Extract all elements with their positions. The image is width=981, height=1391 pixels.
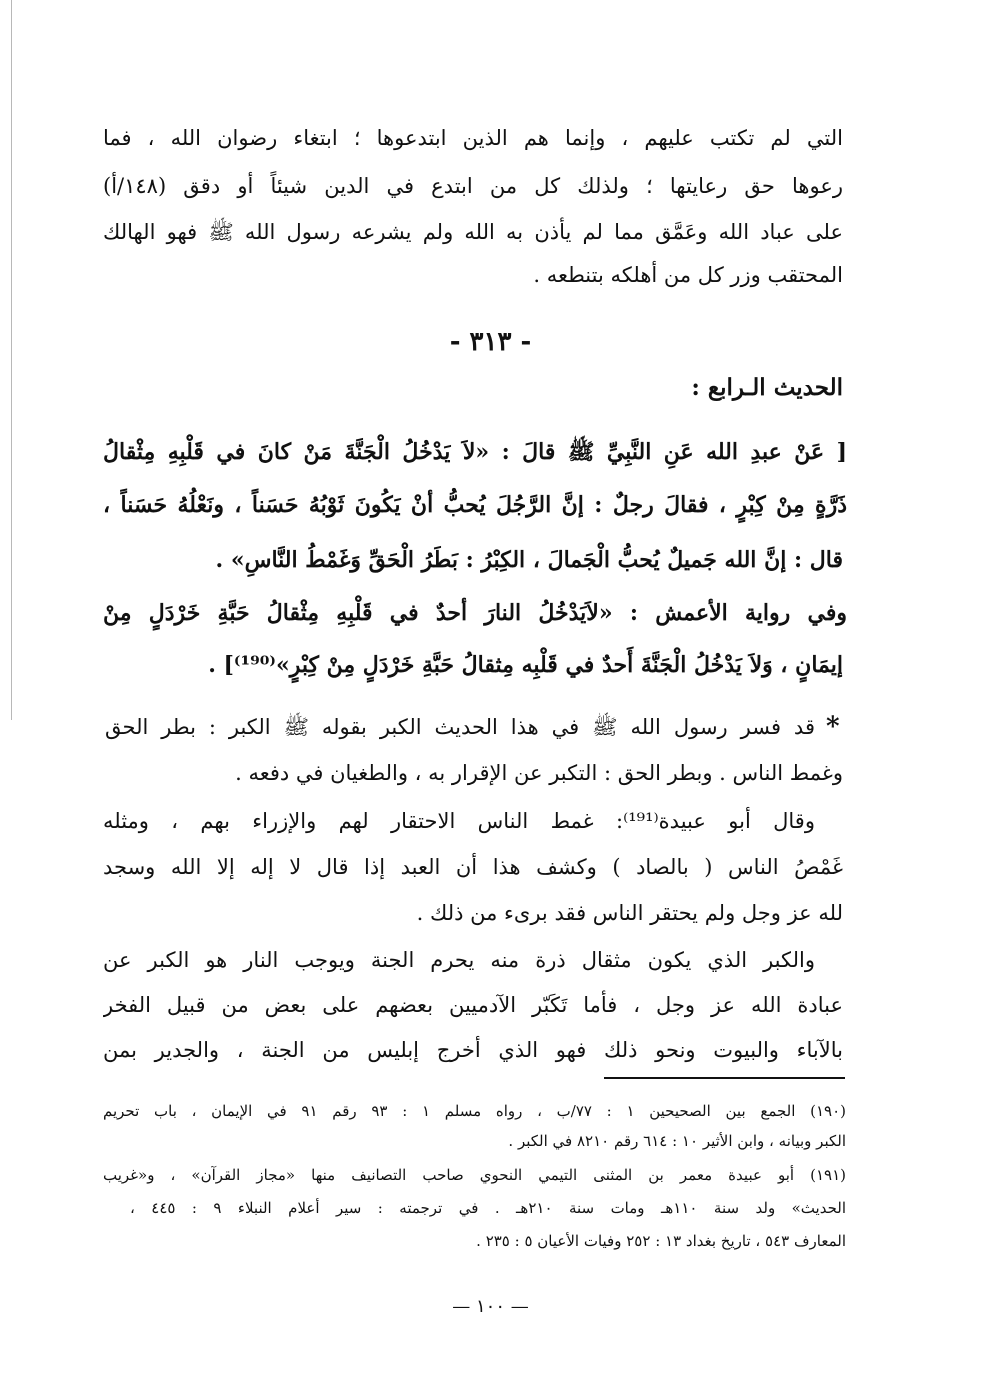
body-line: المحتقب وزر كل من أهلكه بتنطعه . <box>533 263 843 287</box>
footnote-line: الكبر وبيانه ، وابن الأثير ١٠ : ٦١٤ رقم ٨٢١٠ في الكبر . <box>508 1132 846 1150</box>
footnote-line: الحديث» ولد سنة ١١٠هـ ومات سنة ٢١٠هـ . في ترجمته : سير أعلام النبلاء ٩ : ٤٤٥ ، <box>130 1199 846 1217</box>
footnote-line: المعارف ٥٤٣ ، تاريخ بغداد ١٣ : ٢٥٢ وفيات الأعيان ٥ : ٢٣٥ . <box>476 1232 846 1250</box>
commentary-line: قد فسر رسول الله ﷺ في هذا الحديث الكبر بقوله ﷺ الكبر : بطر الحق <box>105 715 815 739</box>
commentary-line: وغمط الناس . وبطر الحق : التكبر عن الإقرار به ، والطغيان في دفعه . <box>235 761 843 785</box>
footnote-line: (١٩١) أبو عبيدة معمر بن المثنى التيمي النحوي صاحب التصانيف منها «مجاز القرآن» ، و«غريب <box>103 1166 846 1184</box>
hadith-line: [ عَنْ عبدِ الله عَنِ النَّبِيِّ ﷺ قالَ : «لاَ يَدْخُلُ الْجَنَّةَ مَنْ كانَ في قَلْبِهِ مِثْقالُ <box>103 439 847 465</box>
commentary-marker: * <box>826 712 840 742</box>
section-number: - ٣١٣ - <box>449 327 532 357</box>
commentary-line: لله عز وجل ولم يحتقر الناس فقد برىء من ذلك . <box>416 901 843 925</box>
page-number: — ١٠٠ — <box>452 1296 529 1317</box>
hadith-heading: الحديث الـرابع : <box>691 374 843 401</box>
commentary-line: غَمْصُ الناس ( بالصاد ) وكشف هذا أن العبد إذا قال لا إله إلا الله وسجد <box>103 855 843 879</box>
body-line: على عباد الله وعَمَّق مما لم يأذن به الله ولم يشرعه رسول الله ﷺ فهو الهالك <box>103 220 843 244</box>
footnote-separator <box>604 1077 845 1079</box>
commentary-line: والكبر الذي يكون مثقال ذرة منه يحرم الجنة ويوجب النار هو الكبر عن <box>103 948 815 972</box>
body-line: رعوها حق رعايتها ؛ ولذلك كل من ابتدع في الدين شيئاً أو دقق (١٤٨/أ) <box>103 174 843 198</box>
commentary-line: عبادة الله عز وجل ، فأما تَكَبّر الآدميين بعضهم على بعض من قبيل الفخر <box>103 993 843 1017</box>
hadith-line: وفي رواية الأعمش : «لاَيَدْخُلُ النارَ أحدٌ في قَلْبِهِ مِثْقالُ حَبَّةِ خَرْدَلٍ مِنْ <box>103 600 847 626</box>
commentary-line: بالآباء والبيوت ونحو ذلك فهو الذي أخرج إبليس من الجنة ، والجدير بمن <box>103 1038 843 1062</box>
commentary-line: وقال أبو عبيدة⁽¹⁹¹⁾: غمط الناس الاحتقار لهم والإزراء بهم ، ومثله <box>103 809 815 833</box>
hadith-line: قال : إنَّ الله جَميلٌ يُحبُّ الْجَمالَ ، الكِبْرُ : بَطَرُ الْحَقِّ وَغَمْطُ النَّاسِ» . <box>215 547 843 573</box>
hadith-line: ذَرَّةٍ مِنْ كِبْرٍ ، فقالَ رجلٌ : إنَّ الرَّجُلَ يُحبُّ أنْ يَكُونَ ثَوْبُهُ حَسَناً ، ونَعْلُهُ حَسَناً ، <box>103 492 847 518</box>
footnote-line: (١٩٠) الجمع بين الصحيحين ١ : ٧٧/ب ، رواه مسلم ١ : ٩٣ رقم ٩١ في الإيمان ، باب تحريم <box>103 1102 846 1120</box>
body-line: التي لم تكتب عليهم ، وإنما هم الذين ابتدعوها ؛ ابتغاء رضوان الله ، فما <box>103 126 843 150</box>
hadith-line: إيمَانٍ ، وَلاَ يَدْخُلُ الْجَنَّةَ أَحدٌ في قَلْبِه مِثقالُ حَبَّةِ خَرْدَلٍ مِنْ كِبْرٍ»⁽¹⁹⁰⁾] . <box>208 652 843 678</box>
